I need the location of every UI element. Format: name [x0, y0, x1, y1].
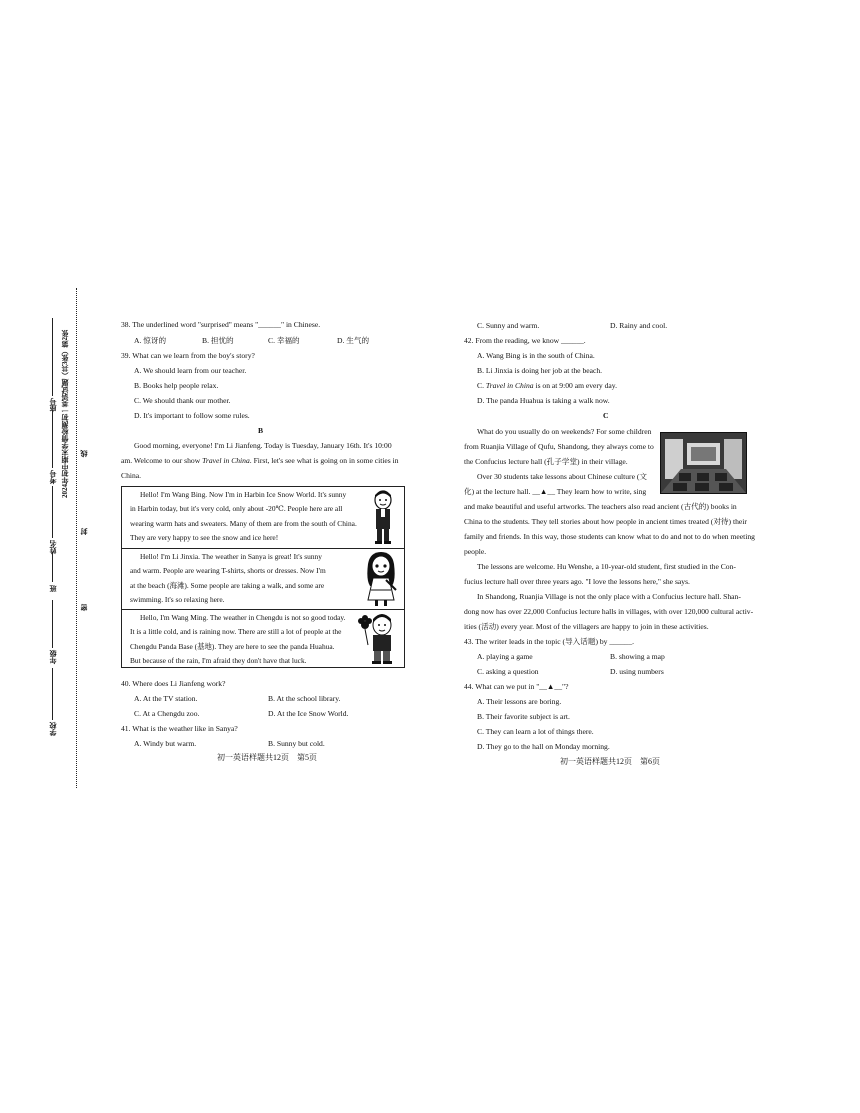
reporter-box	[121, 486, 405, 668]
page-footer-left: 初一英语样题共12页 第5页	[217, 753, 317, 762]
grade-blank	[52, 600, 53, 648]
q43-option-d: D. using numbers	[610, 667, 664, 676]
passage-c-line-7: China to the students. They tell stories about how people in ancient times treated (对待) their	[464, 517, 747, 526]
class-label: 班	[49, 585, 57, 592]
passage-c-line-4: Over 30 students take lessons about Chinese culture (文	[477, 472, 647, 481]
reporter-wang-bing-text: Hello! I'm Wang Bing. Now I'm in Harbin Ice Snow World. It's sunny in Harbin today, but it's very cold, only about -20℃. People here are all wearing warm hats and sweaters. Many of them are from the south of China. They are very happy to see the snow and ice here!	[130, 490, 357, 542]
q40-option-c: C. At a Chengdu zoo.	[134, 709, 200, 718]
q43-option-b: B. showing a map	[610, 652, 665, 661]
q38-option-d: D. 生气的	[337, 336, 370, 345]
q41-option-c: C. Sunny and warm.	[477, 321, 540, 330]
q44-option-a: A. Their lessons are boring.	[477, 697, 562, 706]
q43-option-a: A. playing a game	[477, 652, 533, 661]
school-blank	[52, 668, 53, 720]
lecture-hall-photo	[660, 432, 747, 494]
q43-stem: 43. The writer leads in the topic (导入话题) by ______.	[464, 637, 635, 646]
seal-mark-seal: 封	[80, 528, 88, 535]
q40-stem: 40. Where does Li Jianfeng work?	[121, 679, 226, 688]
girl-reporter-illustration	[362, 550, 400, 608]
q41-stem: 41. What is the weather like in Sanya?	[121, 724, 238, 733]
exam-number-label: 考号	[49, 470, 57, 484]
q44-stem: 44. What can we put in "__▲__"?	[464, 682, 569, 691]
section-b-heading: B	[258, 426, 264, 435]
seal-mark-secret: 密	[80, 604, 88, 611]
passage-c-para2-line-2: fucius lecture hall over three years ago. "I love the lessons here," she says.	[464, 577, 690, 586]
grade-label: 年级	[49, 650, 57, 664]
q38-stem: 38. The underlined word "surprised" means "______" in Chinese.	[121, 320, 321, 329]
q39-option-b: B. Books help people relax.	[134, 381, 219, 390]
box-divider-2	[122, 609, 404, 610]
name-label: 姓名	[49, 540, 57, 554]
passage-c-para2-line-1: The lessons are welcome. Hu Wenshe, a 10-year-old student, first studied in the Con-	[477, 562, 736, 571]
q40-option-b: B. At the school library.	[268, 694, 341, 703]
passage-b-intro-line-3: China.	[121, 471, 142, 480]
passage-c-line-1: What do you usually do on weekends? For some children	[477, 427, 652, 436]
q42-option-a: A. Wang Bing is in the south of China.	[477, 351, 595, 360]
passage-c-para3-line-2: dong now has over 22,000 Confucius lecture halls in villages, with over 120,000 cultural activ-	[464, 607, 754, 616]
passage-c-para3-line-1: In Shandong, Ruanjia Village is not the only place with a Confucius lecture hall. Shan-	[477, 592, 741, 601]
q40-option-a: A. At the TV station.	[134, 694, 198, 703]
boy-reporter-illustration	[368, 489, 398, 545]
passage-b-intro-line-1: Good morning, everyone! I'm Li Jianfeng. Today is Tuesday, January 16th. It's 10:00	[134, 441, 392, 450]
school-label: 学校	[49, 722, 57, 736]
q44-option-c: C. They can learn a lot of things there.	[477, 727, 594, 736]
seat-number-label: 座号	[49, 398, 57, 412]
passage-c-line-9: people.	[464, 547, 487, 556]
binding-dotted-line	[76, 288, 77, 788]
q38-option-a: A. 惊讶的	[134, 336, 167, 345]
passage-c-line-5: 化) at the lecture hall. __▲__ They learn how to write, sing	[464, 487, 647, 496]
q41-option-b: B. Sunny but cold.	[268, 739, 325, 748]
show-title: Travel in China	[202, 456, 250, 465]
q40-option-d: D. At the Ice Snow World.	[268, 709, 349, 718]
seal-mark-line: 线	[80, 450, 88, 457]
passage-c-line-8: family and friends. In this way, those students can know what to do and not to do when meeting	[464, 532, 755, 541]
box-divider-1	[122, 548, 404, 549]
q38-option-c: C. 幸福的	[268, 336, 300, 345]
reporter-li-jinxia-text: Hello! I'm Li Jinxia. The weather in Sanya is great! It's sunny and warm. People are wearing T-shirts, shorts or dresses. Now I'm at the beach (海滩). Some people are taking a walk, and some are swimming. It's so relaxing here.	[130, 552, 326, 604]
q42-stem: 42. From the reading, we know ______.	[464, 336, 586, 345]
reporter-wang-ming-text: Hello, I'm Wang Ming. The weather in Chengdu is not so good today. It is a little cold, and is raining now. There are still a lot of people at the Chengdu Panda Base (基地). They are here to see the panda Huahua. But because of the rain, I'm afraid they don't have that luck.	[130, 613, 346, 665]
q39-option-d: D. It's important to follow some rules.	[134, 411, 250, 420]
q43-option-c: C. asking a question	[477, 667, 539, 676]
q41-option-a: A. Windy but warm.	[134, 739, 197, 748]
passage-c-line-2: from Ruanjia Village of Qufu, Shandong, they always come to	[464, 442, 654, 451]
q39-option-a: A. We should learn from our teacher.	[134, 366, 247, 375]
section-c-heading: C	[603, 411, 609, 420]
q41-option-d: D. Rainy and cool.	[610, 321, 668, 330]
exam-number-blank	[52, 410, 53, 468]
q44-option-b: B. Their favorite subject is art.	[477, 712, 570, 721]
exam-title-vertical: 2024年初中期末学情检测初一英语试题（共3张）第2张	[61, 330, 69, 498]
seat-number-blank	[52, 318, 53, 396]
boy-with-flower-illustration	[358, 611, 400, 666]
q42-option-b: B. Li Jinxia is doing her job at the beach.	[477, 366, 603, 375]
passage-c-line-3: the Confucius lecture hall (孔子学堂) in their village.	[464, 457, 628, 466]
q38-option-b: B. 担忧的	[202, 336, 234, 345]
q39-option-c: C. We should thank our mother.	[134, 396, 231, 405]
q44-option-d: D. They go to the hall on Monday morning.	[477, 742, 610, 751]
class-blank	[52, 552, 53, 582]
q42-option-d: D. The panda Huahua is taking a walk now.	[477, 396, 610, 405]
passage-c-para3-line-3: ities (活动) every year. Most of the villagers are happy to join in these activities.	[464, 622, 709, 631]
name-blank	[52, 486, 53, 538]
page-footer-right: 初一英语样题共12页 第6页	[560, 757, 660, 766]
passage-b-intro-line-2: am. Welcome to our show Travel in China. First, let's see what is going on in some cities in	[121, 456, 399, 465]
q39-stem: 39. What can we learn from the boy's story?	[121, 351, 255, 360]
q42-option-c: C. Travel in China is on at 9:00 am every day.	[477, 381, 618, 390]
passage-c-line-6: and make beautiful and useful artworks. The teachers also read ancient (古代的) books in	[464, 502, 737, 511]
